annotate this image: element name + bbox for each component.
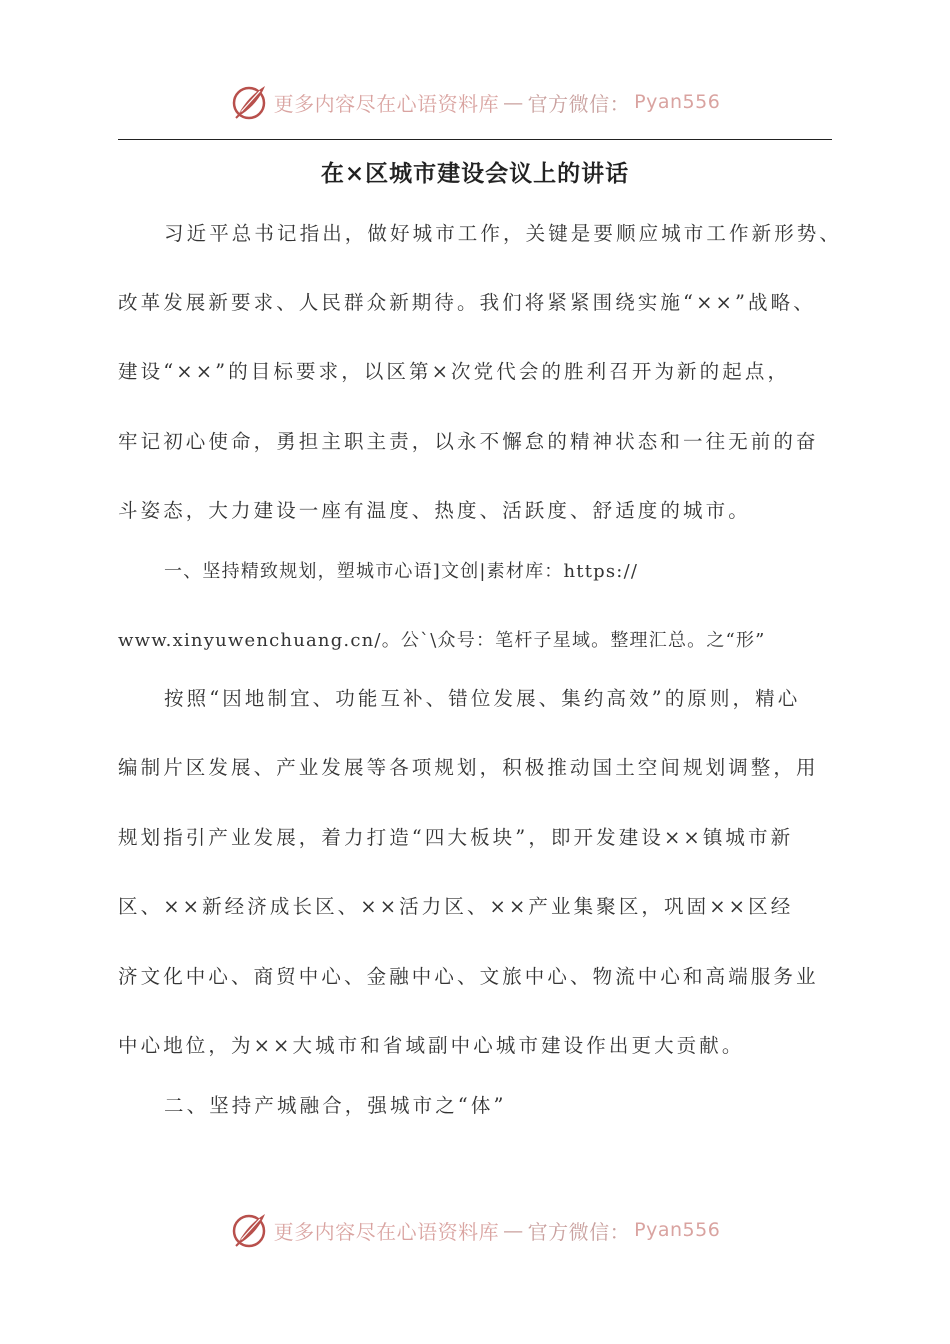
section-heading-line: 二、坚持产城融合，强城市之“体” — [164, 1094, 507, 1117]
banner-wechat-label: 官方微信： — [527, 91, 631, 116]
paragraph-line: 济文化中心、商贸中心、金融中心、文旅中心、物流中心和高端服务业 — [118, 965, 819, 988]
banner-wechat-label: 官方微信： — [527, 1219, 631, 1244]
paragraph-line: 规划指引产业发展，着力打造“四大板块”，即开发建设××镇城市新 — [118, 826, 794, 849]
paragraph-line: 中心地位，为××大城市和省域副中心城市建设作出更大贡献。 — [118, 1034, 745, 1057]
paragraph-line: 牢记初心使命，勇担主职主责，以永不懈怠的精神状态和一往无前的奋 — [118, 430, 819, 453]
paragraph-line: 斗姿态，大力建设一座有温度、热度、活跃度、舒适度的城市。 — [118, 499, 751, 522]
header-banner — [0, 80, 950, 124]
feather-pen-logo-icon — [230, 82, 270, 122]
footer-banner — [0, 1208, 950, 1252]
banner-separator: — — [503, 90, 524, 114]
paragraph-line: 建设“××”的目标要求，以区第×次党代会的胜利召开为新的起点， — [118, 360, 791, 383]
paragraph-line: 改革发展新要求、人民群众新期待。我们将紧紧围绕实施“××”战略、 — [118, 291, 816, 314]
banner-separator: — — [503, 1218, 524, 1242]
banner-text: 更多内容尽在心语资料库 — [273, 91, 500, 116]
paragraph-line: 按照“因地制宜、功能互补、错位发展、集约高效”的原则，精心 — [164, 687, 801, 710]
paragraph-line: 习近平总书记指出，做好城市工作，关键是要顺应城市工作新形势、 — [164, 222, 843, 245]
paragraph-line: 编制片区发展、产业发展等各项规划，积极推动国土空间规划调整，用 — [118, 756, 819, 779]
banner-wechat-id: Pyan556 — [634, 1219, 721, 1241]
banner-text: 更多内容尽在心语资料库 — [273, 1219, 500, 1244]
feather-pen-logo-icon — [230, 1210, 270, 1250]
header-divider — [118, 139, 832, 140]
paragraph-line: 区、××新经济成长区、××活力区、××产业集聚区，巩固××区经 — [118, 895, 794, 918]
section-heading-line: www.xinyuwenchuang.cn/。公`\众号：笔杆子星域。整理汇总。之“形” — [118, 630, 766, 651]
banner-wechat-id: Pyan556 — [634, 91, 721, 113]
document-title: 在×区城市建设会议上的讲话 — [320, 160, 630, 187]
section-heading-line: 一、坚持精致规划，塑城市心语]文创|素材库：https:// — [164, 561, 639, 582]
